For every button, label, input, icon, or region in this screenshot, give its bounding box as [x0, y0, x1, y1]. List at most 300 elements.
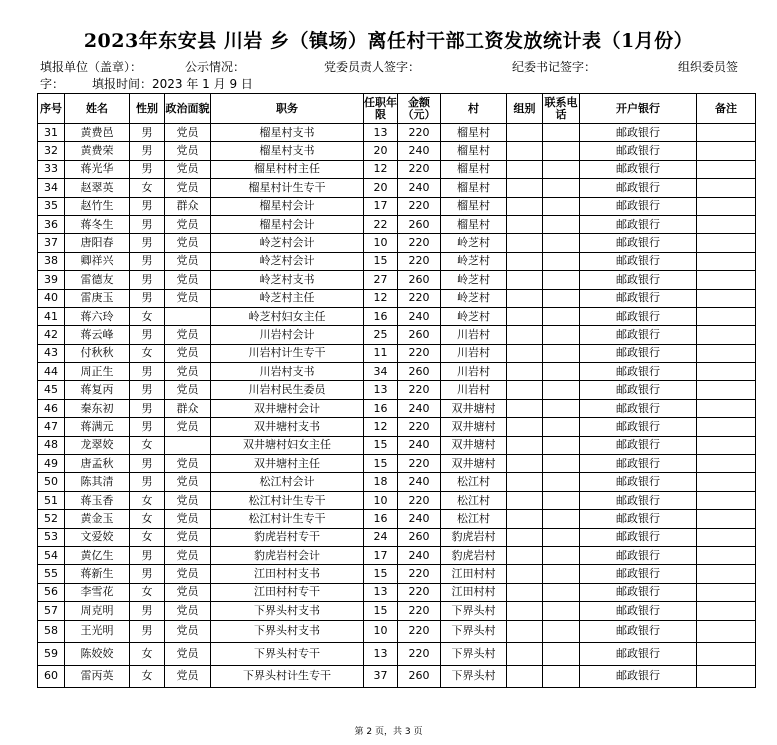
political-status-cell: 党员 — [165, 363, 211, 381]
sex-cell: 男 — [130, 363, 165, 381]
phone-cell — [543, 455, 580, 473]
amount-cell: 220 — [398, 418, 441, 436]
phone-cell — [543, 215, 580, 233]
amount-cell: 220 — [398, 491, 441, 509]
table-row — [38, 326, 756, 344]
phone-cell — [543, 528, 580, 546]
phone-cell — [543, 643, 580, 666]
years-cell: 10 — [364, 234, 398, 252]
phone-cell — [543, 160, 580, 178]
name-cell: 赵竹生 — [65, 197, 130, 215]
note-cell — [697, 665, 756, 688]
bank-cell: 邮政银行 — [580, 252, 697, 270]
sex-cell: 男 — [130, 326, 165, 344]
bank-cell: 邮政银行 — [580, 528, 697, 546]
header-cell: 姓名 — [65, 94, 130, 124]
sex-cell: 女 — [130, 179, 165, 197]
bank-cell: 邮政银行 — [580, 326, 697, 344]
header-cell: 备注 — [697, 94, 756, 124]
header-cell: 联系电话 — [543, 94, 580, 124]
phone-cell — [543, 665, 580, 688]
name-cell: 付秋秋 — [65, 344, 130, 362]
table-row — [38, 436, 756, 454]
fill-time-label: 填报时间：2023 年 1 月 9 日 — [92, 77, 253, 91]
political-status-cell: 党员 — [165, 271, 211, 289]
sex-cell: 男 — [130, 124, 165, 142]
duty-cell: 松江村会计 — [211, 473, 364, 491]
group-cell — [507, 528, 543, 546]
table-row — [38, 510, 756, 528]
phone-cell — [543, 271, 580, 289]
header-cell: 村 — [441, 94, 507, 124]
page-title: 2023年东安县 川岩 乡（镇场）离任村干部工资发放统计表（1月份） — [83, 30, 694, 52]
group-cell — [507, 399, 543, 417]
note-cell — [697, 602, 756, 620]
political-status-cell: 党员 — [165, 142, 211, 160]
bank-cell: 邮政银行 — [580, 665, 697, 688]
name-cell: 蒋复丙 — [65, 381, 130, 399]
village-cell: 榴星村 — [441, 160, 507, 178]
duty-cell: 榴星村会计 — [211, 197, 364, 215]
header-cell: 政治面貌 — [165, 94, 211, 124]
amount-cell: 240 — [398, 546, 441, 564]
amount-cell: 220 — [398, 381, 441, 399]
note-cell — [697, 399, 756, 417]
publicity-label: 公示情况： — [185, 60, 246, 74]
group-cell — [507, 142, 543, 160]
group-cell — [507, 289, 543, 307]
table-row — [38, 565, 756, 583]
group-cell — [507, 179, 543, 197]
political-status-cell: 党员 — [165, 179, 211, 197]
row-number: 51 — [38, 491, 65, 509]
village-cell: 松江村 — [441, 491, 507, 509]
phone-cell — [543, 620, 580, 643]
bank-cell: 邮政银行 — [580, 179, 697, 197]
political-status-cell: 党员 — [165, 583, 211, 601]
years-cell: 18 — [364, 473, 398, 491]
row-number: 37 — [38, 234, 65, 252]
party-secretary-signature-label: 党委员责人签字： — [324, 60, 421, 74]
note-cell — [697, 363, 756, 381]
sex-cell: 女 — [130, 344, 165, 362]
bank-cell: 邮政银行 — [580, 307, 697, 325]
group-cell — [507, 215, 543, 233]
bank-cell: 邮政银行 — [580, 197, 697, 215]
bank-cell: 邮政银行 — [580, 602, 697, 620]
political-status-cell: 党员 — [165, 491, 211, 509]
group-cell — [507, 326, 543, 344]
sex-cell: 男 — [130, 197, 165, 215]
group-cell — [507, 271, 543, 289]
years-cell: 16 — [364, 399, 398, 417]
sex-cell: 女 — [130, 436, 165, 454]
name-cell: 黄金玉 — [65, 510, 130, 528]
years-cell: 13 — [364, 643, 398, 666]
table-row — [38, 665, 756, 688]
group-cell — [507, 565, 543, 583]
political-status-cell: 党员 — [165, 620, 211, 643]
village-cell: 豹虎岩村 — [441, 546, 507, 564]
note-cell — [697, 215, 756, 233]
group-cell — [507, 381, 543, 399]
village-cell: 榴星村 — [441, 179, 507, 197]
political-status-cell: 党员 — [165, 344, 211, 362]
sex-cell: 女 — [130, 583, 165, 601]
political-status-cell: 党员 — [165, 381, 211, 399]
bank-cell: 邮政银行 — [580, 491, 697, 509]
village-cell: 江田村村 — [441, 583, 507, 601]
duty-cell: 豹虎岩村专干 — [211, 528, 364, 546]
sex-cell: 女 — [130, 665, 165, 688]
group-cell — [507, 620, 543, 643]
group-cell — [507, 307, 543, 325]
political-status-cell — [165, 307, 211, 325]
years-cell: 34 — [364, 363, 398, 381]
note-cell — [697, 510, 756, 528]
village-cell: 岭芝村 — [441, 289, 507, 307]
row-number: 36 — [38, 215, 65, 233]
phone-cell — [543, 565, 580, 583]
years-cell: 15 — [364, 436, 398, 454]
duty-cell: 江田村村支书 — [211, 565, 364, 583]
row-number: 47 — [38, 418, 65, 436]
table-row — [38, 381, 756, 399]
table-row — [38, 491, 756, 509]
years-cell: 15 — [364, 455, 398, 473]
amount-cell: 240 — [398, 436, 441, 454]
amount-cell: 260 — [398, 665, 441, 688]
bank-cell: 邮政银行 — [580, 271, 697, 289]
village-cell: 川岩村 — [441, 344, 507, 362]
note-cell — [697, 344, 756, 362]
table-row — [38, 271, 756, 289]
row-number: 40 — [38, 289, 65, 307]
village-cell: 榴星村 — [441, 124, 507, 142]
fill-unit-label: 填报单位（盖章）： — [40, 60, 143, 74]
village-cell: 岭芝村 — [441, 234, 507, 252]
duty-cell: 川岩村民生委员 — [211, 381, 364, 399]
amount-cell: 240 — [398, 473, 441, 491]
note-cell — [697, 473, 756, 491]
political-status-cell: 群众 — [165, 399, 211, 417]
header-cell: 性别 — [130, 94, 165, 124]
amount-cell: 220 — [398, 234, 441, 252]
political-status-cell: 党员 — [165, 510, 211, 528]
bank-cell: 邮政银行 — [580, 583, 697, 601]
amount-cell: 220 — [398, 344, 441, 362]
name-cell: 蒋冬生 — [65, 215, 130, 233]
name-cell: 雷德友 — [65, 271, 130, 289]
bank-cell: 邮政银行 — [580, 124, 697, 142]
sex-cell: 男 — [130, 160, 165, 178]
table-row — [38, 160, 756, 178]
table-row — [38, 528, 756, 546]
sex-cell: 男 — [130, 399, 165, 417]
group-cell — [507, 252, 543, 270]
note-cell — [697, 124, 756, 142]
phone-cell — [543, 344, 580, 362]
duty-cell: 川岩村会计 — [211, 326, 364, 344]
header-cell: 任职年限 — [364, 94, 398, 124]
political-status-cell: 党员 — [165, 473, 211, 491]
years-cell: 13 — [364, 583, 398, 601]
table-row — [38, 142, 756, 160]
political-status-cell: 党员 — [165, 602, 211, 620]
political-status-cell: 党员 — [165, 528, 211, 546]
duty-cell: 松江村计生专干 — [211, 510, 364, 528]
years-cell: 15 — [364, 565, 398, 583]
header-cell: 组别 — [507, 94, 543, 124]
years-cell: 13 — [364, 124, 398, 142]
note-cell — [697, 271, 756, 289]
political-status-cell: 党员 — [165, 565, 211, 583]
amount-cell: 220 — [398, 643, 441, 666]
years-cell: 37 — [364, 665, 398, 688]
row-number: 49 — [38, 455, 65, 473]
bank-cell: 邮政银行 — [580, 510, 697, 528]
amount-cell: 220 — [398, 620, 441, 643]
bank-cell: 邮政银行 — [580, 399, 697, 417]
bank-cell: 邮政银行 — [580, 546, 697, 564]
amount-cell: 220 — [398, 197, 441, 215]
row-number: 58 — [38, 620, 65, 643]
note-cell — [697, 142, 756, 160]
header-cell: 金额（元） — [398, 94, 441, 124]
group-cell — [507, 344, 543, 362]
name-cell: 黄费荣 — [65, 142, 130, 160]
name-cell: 蒋六玲 — [65, 307, 130, 325]
bank-cell: 邮政银行 — [580, 473, 697, 491]
header-cell: 序号 — [38, 94, 65, 124]
amount-cell: 220 — [398, 160, 441, 178]
table-row — [38, 620, 756, 643]
name-cell: 陈其清 — [65, 473, 130, 491]
group-cell — [507, 418, 543, 436]
village-cell: 双井塘村 — [441, 455, 507, 473]
phone-cell — [543, 252, 580, 270]
phone-cell — [543, 363, 580, 381]
amount-cell: 260 — [398, 528, 441, 546]
sex-cell: 男 — [130, 289, 165, 307]
duty-cell: 江田村村专干 — [211, 583, 364, 601]
duty-cell: 川岩村支书 — [211, 363, 364, 381]
group-cell — [507, 160, 543, 178]
group-cell — [507, 234, 543, 252]
name-cell: 雷庚玉 — [65, 289, 130, 307]
form-info-row-2 — [40, 75, 253, 92]
years-cell: 16 — [364, 510, 398, 528]
table-row — [38, 455, 756, 473]
amount-cell: 240 — [398, 142, 441, 160]
phone-cell — [543, 179, 580, 197]
duty-cell: 岭芝村主任 — [211, 289, 364, 307]
group-cell — [507, 455, 543, 473]
row-number: 52 — [38, 510, 65, 528]
sex-cell: 女 — [130, 643, 165, 666]
village-cell: 榴星村 — [441, 197, 507, 215]
sex-cell: 女 — [130, 491, 165, 509]
group-cell — [507, 510, 543, 528]
row-number: 39 — [38, 271, 65, 289]
table-row — [38, 124, 756, 142]
years-cell: 25 — [364, 326, 398, 344]
duty-cell: 川岩村计生专干 — [211, 344, 364, 362]
sex-cell: 女 — [130, 510, 165, 528]
bank-cell: 邮政银行 — [580, 344, 697, 362]
name-cell: 蒋新生 — [65, 565, 130, 583]
bank-cell: 邮政银行 — [580, 455, 697, 473]
name-cell: 唐阳春 — [65, 234, 130, 252]
group-cell — [507, 436, 543, 454]
years-cell: 24 — [364, 528, 398, 546]
name-cell: 龙翠姣 — [65, 436, 130, 454]
note-cell — [697, 418, 756, 436]
political-status-cell: 群众 — [165, 197, 211, 215]
bank-cell: 邮政银行 — [580, 363, 697, 381]
years-cell: 27 — [364, 271, 398, 289]
note-cell — [697, 307, 756, 325]
amount-cell: 240 — [398, 179, 441, 197]
group-cell — [507, 602, 543, 620]
discipline-secretary-signature-label: 纪委书记签字： — [512, 60, 597, 74]
row-number: 32 — [38, 142, 65, 160]
row-number: 31 — [38, 124, 65, 142]
row-number: 53 — [38, 528, 65, 546]
group-cell — [507, 491, 543, 509]
duty-cell: 岭芝村会计 — [211, 234, 364, 252]
row-number: 59 — [38, 643, 65, 666]
table-row — [38, 418, 756, 436]
village-cell: 下界头村 — [441, 602, 507, 620]
sex-cell: 男 — [130, 215, 165, 233]
sex-cell: 男 — [130, 455, 165, 473]
sex-cell: 男 — [130, 565, 165, 583]
village-cell: 豹虎岩村 — [441, 528, 507, 546]
row-number: 60 — [38, 665, 65, 688]
salary-table — [37, 93, 756, 688]
table-row — [38, 399, 756, 417]
bank-cell: 邮政银行 — [580, 436, 697, 454]
row-number: 41 — [38, 307, 65, 325]
name-cell: 蒋光华 — [65, 160, 130, 178]
village-cell: 双井塘村 — [441, 418, 507, 436]
table-row — [38, 546, 756, 564]
bank-cell: 邮政银行 — [580, 418, 697, 436]
group-cell — [507, 363, 543, 381]
table-header-row — [38, 94, 756, 124]
phone-cell — [543, 436, 580, 454]
phone-cell — [543, 418, 580, 436]
bank-cell: 邮政银行 — [580, 620, 697, 643]
table-row — [38, 234, 756, 252]
political-status-cell: 党员 — [165, 665, 211, 688]
name-cell: 唐孟秋 — [65, 455, 130, 473]
row-number: 35 — [38, 197, 65, 215]
amount-cell: 220 — [398, 583, 441, 601]
row-number: 55 — [38, 565, 65, 583]
years-cell: 13 — [364, 381, 398, 399]
group-cell — [507, 643, 543, 666]
village-cell: 榴星村 — [441, 215, 507, 233]
village-cell: 榴星村 — [441, 142, 507, 160]
group-cell — [507, 124, 543, 142]
years-cell: 16 — [364, 307, 398, 325]
table-row — [38, 344, 756, 362]
village-cell: 松江村 — [441, 473, 507, 491]
phone-cell — [543, 473, 580, 491]
sex-cell: 男 — [130, 142, 165, 160]
phone-cell — [543, 307, 580, 325]
amount-cell: 240 — [398, 307, 441, 325]
village-cell: 下界头村 — [441, 643, 507, 666]
duty-cell: 榴星村会计 — [211, 215, 364, 233]
name-cell: 蒋云峰 — [65, 326, 130, 344]
duty-cell: 双井塘村妇女主任 — [211, 436, 364, 454]
years-cell: 15 — [364, 602, 398, 620]
sex-cell: 男 — [130, 546, 165, 564]
bank-cell: 邮政银行 — [580, 565, 697, 583]
sex-cell: 男 — [130, 252, 165, 270]
name-cell: 黄亿生 — [65, 546, 130, 564]
years-cell: 12 — [364, 289, 398, 307]
name-cell: 蒋玉香 — [65, 491, 130, 509]
row-number: 56 — [38, 583, 65, 601]
duty-cell: 下界头村支书 — [211, 602, 364, 620]
amount-cell: 220 — [398, 289, 441, 307]
org-committee-signature-label: 组织委员签 — [678, 60, 739, 74]
bank-cell: 邮政银行 — [580, 289, 697, 307]
name-cell: 王光明 — [65, 620, 130, 643]
duty-cell: 榴星村支书 — [211, 124, 364, 142]
amount-cell: 220 — [398, 602, 441, 620]
phone-cell — [543, 326, 580, 344]
years-cell: 12 — [364, 418, 398, 436]
sex-cell: 女 — [130, 528, 165, 546]
name-cell: 周克明 — [65, 602, 130, 620]
phone-cell — [543, 289, 580, 307]
amount-cell: 240 — [398, 510, 441, 528]
name-cell: 黄费邑 — [65, 124, 130, 142]
note-cell — [697, 643, 756, 666]
name-cell: 陈姣姣 — [65, 643, 130, 666]
name-cell: 卿祥兴 — [65, 252, 130, 270]
duty-cell: 双井塘村支书 — [211, 418, 364, 436]
group-cell — [507, 197, 543, 215]
org-committee-signature-label-cont: 字： — [40, 77, 65, 91]
note-cell — [697, 620, 756, 643]
note-cell — [697, 326, 756, 344]
table-row — [38, 643, 756, 666]
years-cell: 12 — [364, 160, 398, 178]
duty-cell: 松江村计生专干 — [211, 491, 364, 509]
bank-cell: 邮政银行 — [580, 643, 697, 666]
political-status-cell: 党员 — [165, 289, 211, 307]
table-row — [38, 473, 756, 491]
note-cell — [697, 381, 756, 399]
group-cell — [507, 546, 543, 564]
village-cell: 松江村 — [441, 510, 507, 528]
bank-cell: 邮政银行 — [580, 160, 697, 178]
political-status-cell: 党员 — [165, 455, 211, 473]
phone-cell — [543, 602, 580, 620]
duty-cell: 榴星村计生专干 — [211, 179, 364, 197]
table-row — [38, 583, 756, 601]
form-info-row — [40, 58, 760, 74]
years-cell: 22 — [364, 215, 398, 233]
note-cell — [697, 197, 756, 215]
sex-cell: 男 — [130, 620, 165, 643]
